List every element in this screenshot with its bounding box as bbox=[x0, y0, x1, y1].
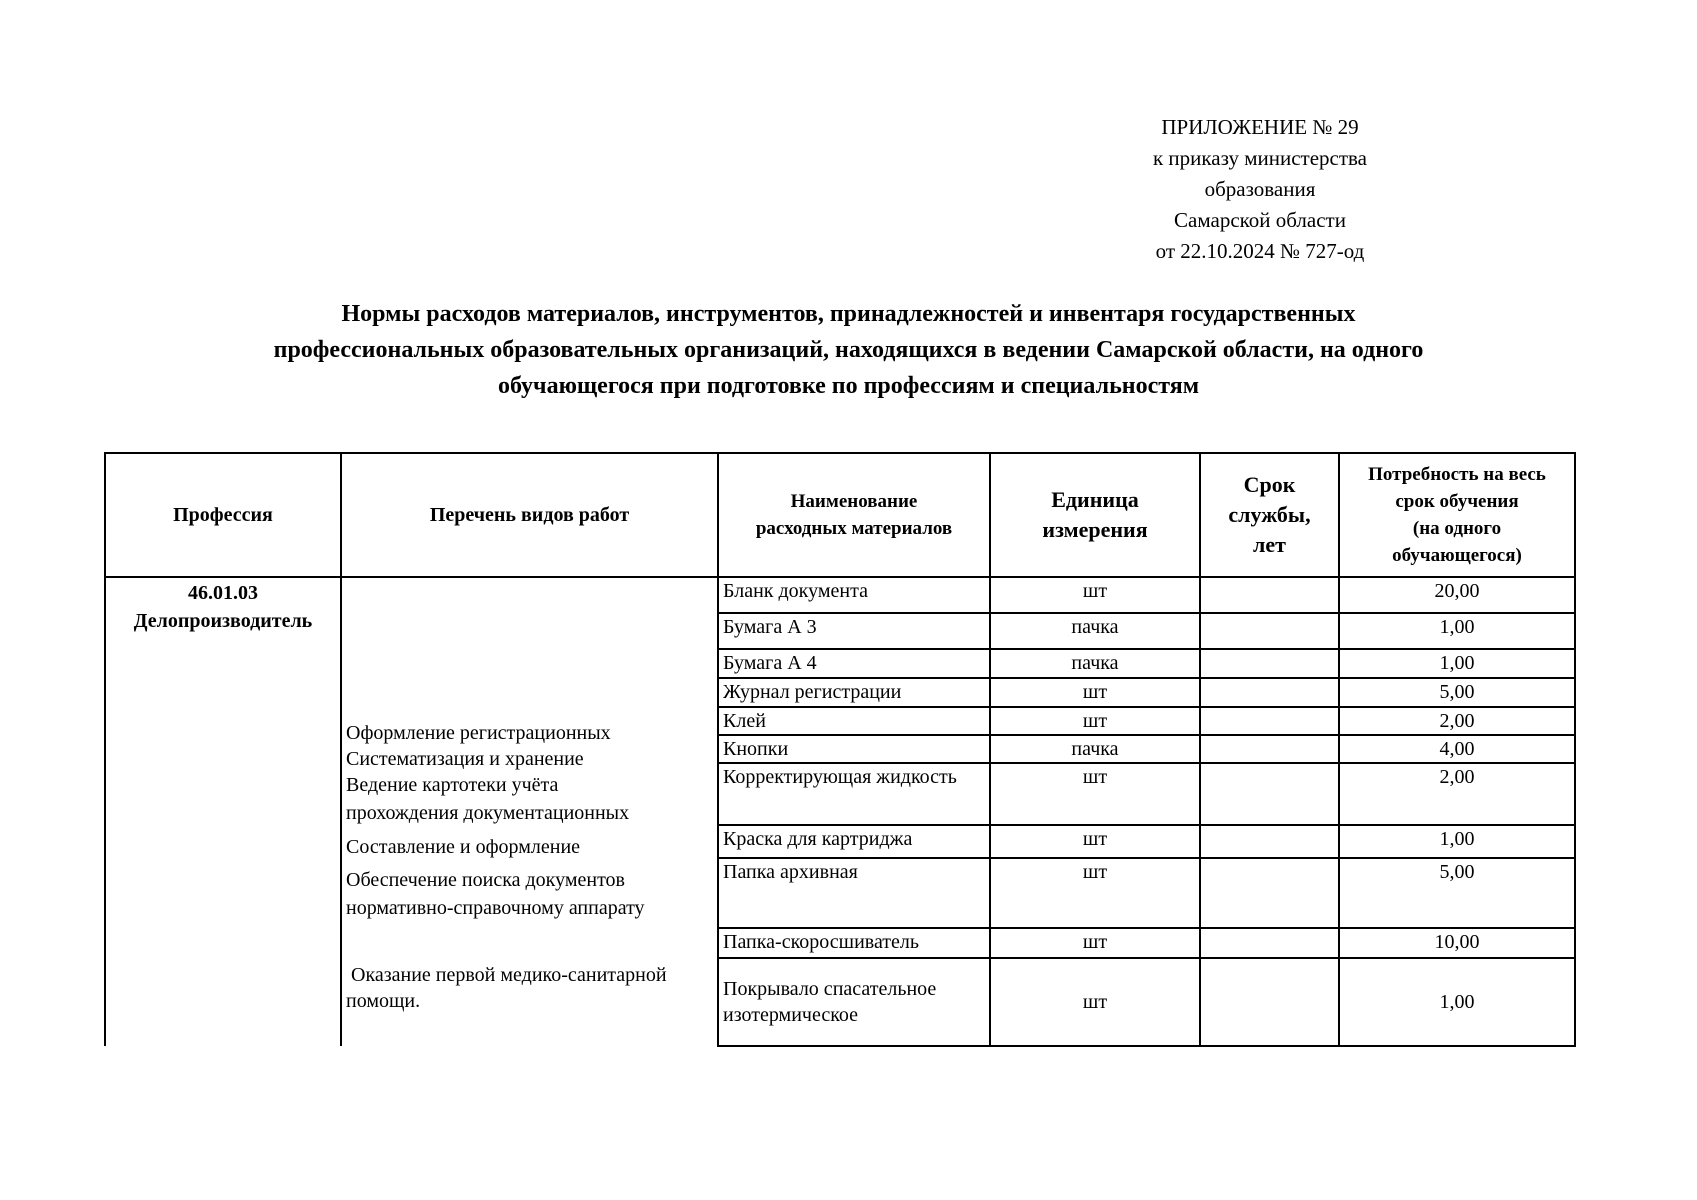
material-name: Кнопки bbox=[718, 735, 990, 763]
material-quantity: 20,00 bbox=[1339, 577, 1575, 613]
material-unit: шт bbox=[990, 958, 1200, 1046]
material-name: Краска для картриджа bbox=[718, 825, 990, 858]
material-unit: шт bbox=[990, 825, 1200, 858]
material-name: Журнал регистрации bbox=[718, 678, 990, 707]
works-cell bbox=[341, 577, 718, 1046]
material-name: Корректирующая жидкость bbox=[718, 763, 990, 825]
material-quantity: 4,00 bbox=[1339, 735, 1575, 763]
appendix-ref-line: образования bbox=[1204, 177, 1316, 201]
profession-name: Делопроизводитель bbox=[133, 610, 313, 632]
material-term bbox=[1200, 858, 1339, 928]
appendix-ref-line: Самарской области bbox=[1174, 208, 1346, 232]
material-quantity: 2,00 bbox=[1339, 707, 1575, 735]
document-title-line: обучающегося при подготовке по профессиям и специальностям bbox=[497, 373, 1200, 399]
work-item: Обеспечение поиска документов bbox=[346, 869, 625, 891]
material-term bbox=[1200, 649, 1339, 678]
work-item: помощи. bbox=[346, 990, 421, 1012]
header-material: Наименование расходных материалов bbox=[718, 453, 990, 577]
material-unit: шт bbox=[990, 858, 1200, 928]
document-title bbox=[100, 296, 1597, 404]
material-name: Бумага А 4 bbox=[718, 649, 990, 678]
material-quantity: 1,00 bbox=[1339, 825, 1575, 858]
table-header-row bbox=[105, 453, 1575, 577]
header-term: Срок службы, лет bbox=[1200, 453, 1339, 577]
work-item: прохождения документационных bbox=[346, 802, 630, 824]
header-unit: Единица измерения bbox=[990, 453, 1200, 577]
material-term bbox=[1200, 613, 1339, 649]
material-quantity: 2,00 bbox=[1339, 763, 1575, 825]
material-unit: пачка bbox=[990, 735, 1200, 763]
header-need: Потребность на весь срок обучения (на одного обучающегося) bbox=[1339, 453, 1575, 577]
profession-code: 46.01.03 bbox=[188, 582, 258, 604]
material-name: Бланк документа bbox=[718, 577, 990, 613]
material-name: Бумага А 3 bbox=[718, 613, 990, 649]
document-title-line: профессиональных образовательных организаций, находящихся в ведении Самарской области, на одного bbox=[273, 337, 1424, 363]
material-unit: пачка bbox=[990, 649, 1200, 678]
material-term bbox=[1200, 678, 1339, 707]
profession-cell bbox=[105, 577, 341, 1046]
material-quantity: 1,00 bbox=[1339, 613, 1575, 649]
material-name: Клей bbox=[718, 707, 990, 735]
material-quantity: 5,00 bbox=[1339, 858, 1575, 928]
material-name: Папка архивная bbox=[718, 858, 990, 928]
material-term bbox=[1200, 928, 1339, 958]
material-name: Папка-скоросшиватель bbox=[718, 928, 990, 958]
appendix-number: ПРИЛОЖЕНИЕ № 29 bbox=[1161, 115, 1359, 139]
document-title-line: Нормы расходов материалов, инструментов, принадлежностей и инвентаря государственных bbox=[341, 301, 1356, 327]
material-unit: шт bbox=[990, 678, 1200, 707]
material-unit: шт bbox=[990, 928, 1200, 958]
appendix-ref-line: к приказу министерства bbox=[1152, 146, 1368, 170]
material-unit: шт bbox=[990, 763, 1200, 825]
material-name: Покрывало спасательное изотермическое bbox=[718, 958, 990, 1046]
material-quantity: 1,00 bbox=[1339, 649, 1575, 678]
material-unit: шт bbox=[990, 577, 1200, 613]
appendix-block bbox=[1110, 112, 1410, 267]
material-term bbox=[1200, 735, 1339, 763]
appendix-date-number: от 22.10.2024 № 727-од bbox=[1155, 239, 1365, 263]
material-quantity: 1,00 bbox=[1339, 958, 1575, 1046]
material-term bbox=[1200, 958, 1339, 1046]
work-item: Оказание первой медико-санитарной bbox=[346, 964, 667, 986]
work-item: Составление и оформление bbox=[346, 836, 581, 858]
material-unit: шт bbox=[990, 707, 1200, 735]
material-term bbox=[1200, 763, 1339, 825]
norms-table bbox=[104, 452, 1576, 1047]
material-term bbox=[1200, 825, 1339, 858]
material-quantity: 5,00 bbox=[1339, 678, 1575, 707]
work-item: Оформление регистрационных bbox=[346, 722, 611, 744]
work-item: Систематизация и хранение bbox=[346, 748, 584, 770]
work-item: Ведение картотеки учёта bbox=[346, 774, 559, 796]
material-quantity: 10,00 bbox=[1339, 928, 1575, 958]
header-works: Перечень видов работ bbox=[341, 453, 718, 577]
material-term bbox=[1200, 707, 1339, 735]
header-profession: Профессия bbox=[105, 453, 341, 577]
table-row bbox=[105, 577, 1575, 613]
work-item: нормативно-справочному аппарату bbox=[346, 897, 645, 919]
material-term bbox=[1200, 577, 1339, 613]
material-unit: пачка bbox=[990, 613, 1200, 649]
